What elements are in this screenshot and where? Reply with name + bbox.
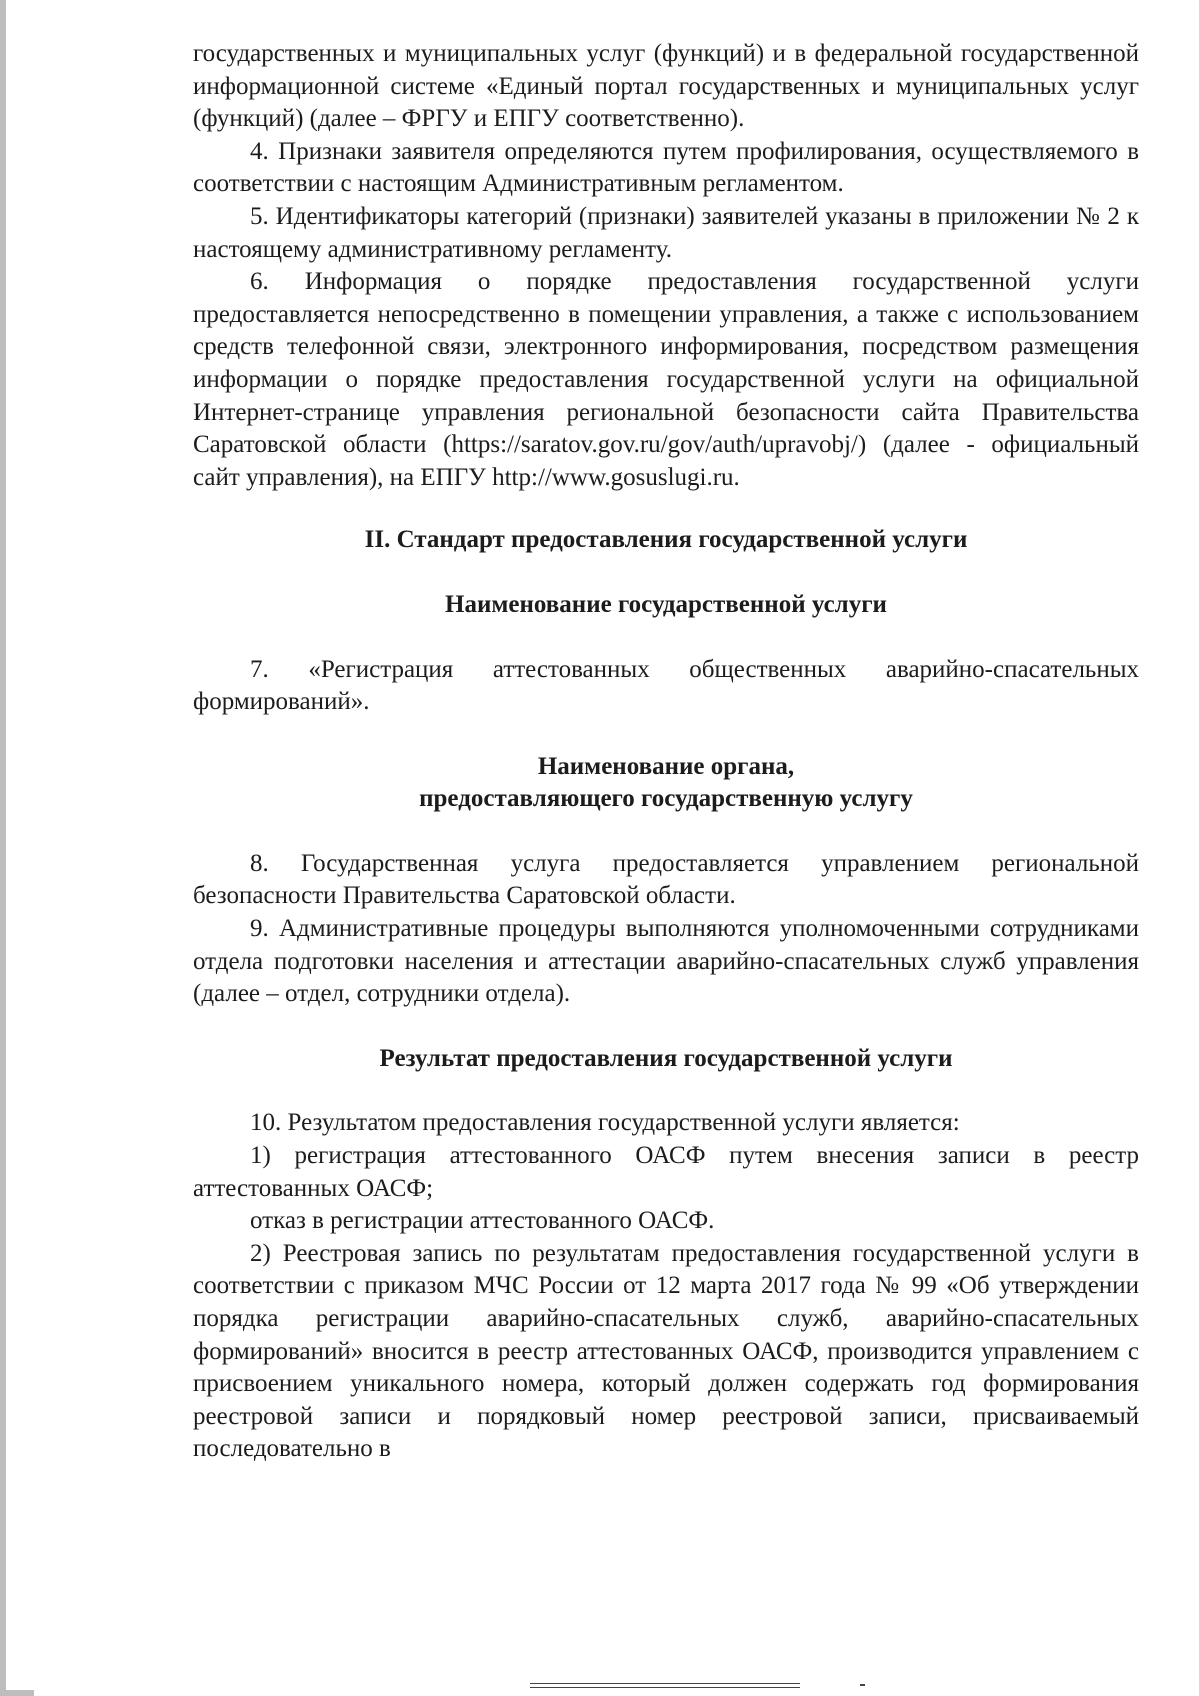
section-2-title: II. Стандарт предоставления государственной услуги <box>364 526 968 554</box>
heading-organ <box>193 751 1139 816</box>
paragraph-10: 10. Результатом предоставления государственной услуги является: <box>250 1109 960 1137</box>
footer-mark <box>860 1684 865 1686</box>
heading-service-name: Наименование государственной услуги <box>445 590 887 618</box>
scan-left-border <box>0 0 6 1696</box>
paragraph-10-item-2: 2) Реестровая запись по результатам предоставления государственной услуги в соответствии с приказом МЧС России от 12 марта 2017 года № 99 «Об утверждении порядка регистрации аварийно-спасательных служб, аварийно-спасательных формирований» вносится в реестр аттестованных ОАСФ, производится управлением с присвоением уникального номера, который должен содержать год формирования реестровой записи и порядковый номер реестровой записи, присваиваемый последовательно в <box>193 1239 1139 1463</box>
paragraph-5: 5. Идентификаторы категорий (признаки) заявителей указаны в приложении № 2 к настоящему административному регламенту. <box>193 202 1139 263</box>
paragraph-10-item-1: 1) регистрация аттестованного ОАСФ путем внесения записи в реестр аттестованных ОАСФ; <box>193 1142 1139 1202</box>
paragraph-4: 4. Признаки заявителя определяются путем профилирования, осуществляемого в соответствии с настоящим Административным регламентом. <box>193 137 1139 198</box>
heading-organ-line-2: предоставляющего государственную услугу <box>419 785 913 813</box>
paragraph-10-refusal: отказ в регистрации аттестованного ОАСФ. <box>250 1207 715 1235</box>
heading-organ-line-1: Наименование органа, <box>537 752 795 780</box>
footer-rule <box>530 1683 800 1688</box>
scan-bottom-corner <box>0 1690 34 1696</box>
paragraph-7: 7. «Регистрация аттестованных общественных аварийно-спасательных формирований». <box>193 655 1139 716</box>
paragraph-6: 6. Информация о порядке предоставления государственной услуги предоставляется непосредственно в помещении управления, а также с использованием средств телефонной связи, электронного информирования, посредством размещения информации о порядке предоставления государственной услуги на официальной Интернет-странице управления региональной безопасности сайта Правительства Саратовской области (https://saratov.gov.ru/gov/auth/upravobj/) (далее - официальный сайт управления), на ЕПГУ http://www.gosuslugi.ru. <box>193 268 1139 491</box>
document-page <box>193 38 1139 1466</box>
paragraph-intro-continuation: государственных и муниципальных услуг (функций) и в федеральной государственной информационной системе «Единый портал государственных и муниципальных услуг (функций) (далее – ФРГУ и ЕПГУ соответственно). <box>193 40 1139 133</box>
paragraph-9: 9. Административные процедуры выполняются уполномоченными сотрудниками отдела подготовки населения и аттестации аварийно-спасательных служб управления (далее – отдел, сотрудники отдела). <box>193 915 1139 1008</box>
paragraph-8: 8. Государственная услуга предоставляется управлением региональной безопасности Правительства Саратовской области. <box>193 849 1139 910</box>
heading-result: Результат предоставления государственной услуги <box>379 1044 953 1072</box>
